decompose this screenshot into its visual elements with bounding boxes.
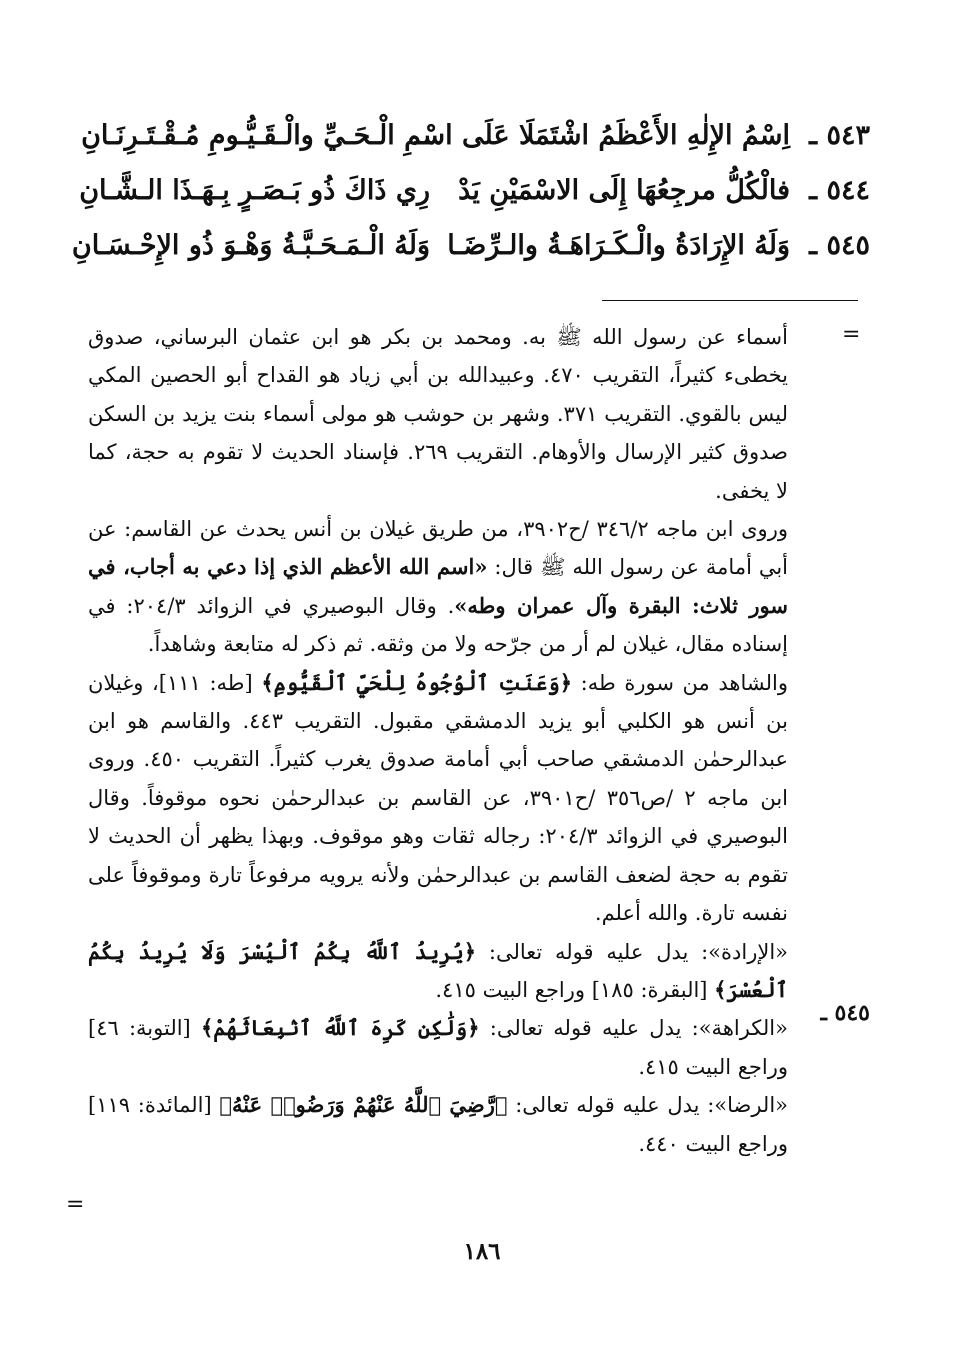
verse-second-hemistich: رِي ذَاكَ ذُو بَـصَـرٍ بِـهَـذَا الـشَّـانِ <box>79 175 430 206</box>
continuation-mark: = <box>842 322 861 347</box>
verse-line <box>71 230 870 285</box>
verse-first-hemistich: اِسْمُ الإِلٰهِ الأَعْظَمُ اشْتَمَلَا عَلَى اسْـ <box>414 120 790 151</box>
quran-quote: ﴿وَعَنَتِ ٱلْوُجُوهُ لِلْحَيِّ ٱلْقَيُّومِ﴾ <box>261 669 573 695</box>
verse-line <box>81 120 870 175</box>
continuation-mark-end: = <box>66 1192 85 1217</box>
verse-block <box>71 120 870 285</box>
quran-quote: ﴿يُرِيدُ ٱللَّهُ بِكُمُ ٱلْيُسْرَ وَلَا يُرِيدُ بِكُمُ ٱلْعُسْرَ﴾ <box>88 938 788 1002</box>
footnote-paragraph: والشاهد من سورة طه: ﴿وَعَنَتِ ٱلْوُجُوهُ لِلْحَيِّ ٱلْقَيُّومِ﴾ [طه: ١١١]، وغيلان بن أنس هو الكلبي أبو يزيد الدمشقي مقبول. التقريب ٤٤٣. والقاسم هو ابن عبدالرحمٰن الدمشقي صاحب أبي أمامة صدوق يغرب كثيراً. التقريب ٤٥٠. وروى ابن ماجه ٢ /ص٣٥٦ /ح٣٩٠١، عن القاسم بن عبدالرحمٰن نحوه موقوفاً. وقال البوصيري في الزوائد ٢٠٤/٣: رجاله ثقات وهو موقوف. وبهذا يظهر أن الحديث لا تقوم به حجة لضعف القاسم بن عبدالرحمٰن ولأنه يرويه مرفوعاً تارة وموقوفاً على نفسه تارة. والله أعلم. <box>88 669 789 926</box>
footnote-paragraph: «الكراهة»: يدل عليه قوله تعالى: ﴿وَلَٰكِن كَرِهَ ٱللَّهُ ٱنۢبِعَاثَهُمْ﴾ [التوبة: ٤٦] وراجع البيت ٤١٥. <box>88 1015 788 1079</box>
footnote-number: ٥٤٥ ـ <box>820 1000 870 1026</box>
hadith-quote: «اسم الله الأعظم الذي إذا دعي به أجاب، في سور ثلاث: البقرة وآل عمران وطه» <box>88 554 788 618</box>
verse-second-hemistich: ـمِ الْـحَـيِّ والْـقَـيُّـومِ مُـقْـتَـرِنَـانِ <box>81 120 430 151</box>
quran-quote: ﴿وَلَٰكِن كَرِهَ ٱللَّهُ ٱنۢبِعَاثَهُمْ﴾ <box>200 1015 480 1041</box>
footnote-paragraph: «الإرادة»: يدل عليه قوله تعالى: ﴿يُرِيدُ ٱللَّهُ بِكُمُ ٱلْيُسْرَ وَلَا يُرِيدُ بِكُمُ ٱلْعُسْرَ﴾ [البقرة: ١٨٥] وراجع البيت ٤١٥. <box>88 938 789 1002</box>
verse-number: ٥٤٣ ـ <box>809 120 870 151</box>
verse-number: ٥٤٤ ـ <box>809 175 870 206</box>
footnote-paragraph: «الرضا»: يدل عليه قوله تعالى: ﴿رَّضِيَ ٱللَّهُ عَنْهُمْ وَرَضُوا۟ عَنْهُ﴾ [المائدة: ١١٩] وراجع البيت ٤٤٠. <box>88 1092 789 1156</box>
verse-second-hemistich: وَلَهُ الْـمَـحَـبَّـةُ وَهْـوَ ذُو الإِحْـسَـانِ <box>71 230 430 261</box>
page-number: ١٨٦ <box>463 1238 501 1265</box>
footnote-paragraph: أسماء عن رسول الله ﷺ به. ومحمد بن بكر هو ابن عثمان البرساني، صدوق يخطىء كثيراً، التقريب ٤٧٠. وعبيدالله بن أبي زياد هو القداح أبو الحصين المكي ليس بالقوي. التقريب ٣٧١. وشهر بن حوشب هو مولى أسماء بنت يزيد بن السكن صدوق كثير الإرسال والأوهام. التقريب ٢٦٩. فإسناد الحديث لا تقوم به حجة، كما لا يخفى. <box>88 325 788 503</box>
quran-quote: ﴿رَّضِيَ ٱللَّهُ عَنْهُمْ وَرَضُوا۟ عَنْهُ﴾ <box>219 1092 508 1118</box>
verse-first-hemistich: وَلَهُ الإِرَادَةُ والْـكَـرَاهَـةُ والـرِّضَـا <box>447 230 790 261</box>
footnote-separator <box>602 300 858 301</box>
verse-line <box>79 175 870 230</box>
footnote-paragraph: وروى ابن ماجه ٣٤٦/٢ /ح٣٩٠٢، من طريق غيلان بن أنس يحدث عن القاسم: عن أبي أمامة عن رسول الله ﷺ قال: «اسم الله الأعظم الذي إذا دعي به أجاب، في سور ثلاث: البقرة وآل عمران وطه». وقال البوصيري في الزوائد ٢٠٤/٣: في إسناده مقال، غيلان لم أر من جرّحه ولا من وثقه. ثم ذكر له متابعة وشاهداً. <box>88 517 789 657</box>
footnotes <box>88 318 788 1163</box>
verse-number: ٥٤٥ ـ <box>809 230 870 261</box>
verse-first-hemistich: فالْكُلُّ مرجِعُهَا إِلَى الاسْمَيْنِ يَدْ <box>458 175 790 206</box>
